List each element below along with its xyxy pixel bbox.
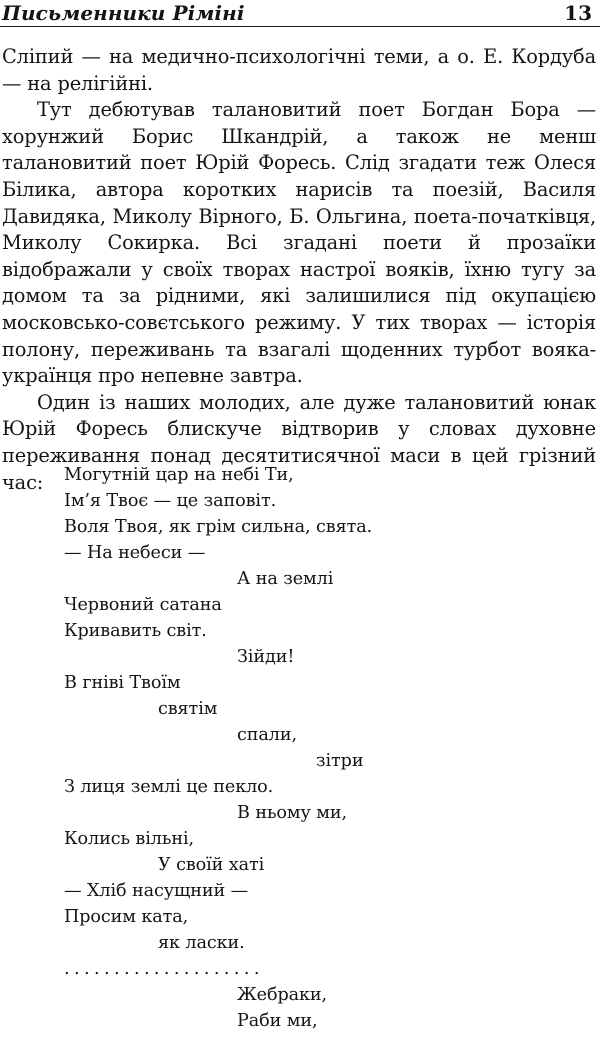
poem-line: Зійди! xyxy=(237,647,295,667)
poem-line: — На небеси — xyxy=(64,543,206,563)
page-number: 13 xyxy=(564,1,592,25)
poem-line: В гніві Твоїм xyxy=(64,673,181,693)
paragraph-1 xyxy=(2,44,596,97)
poem-line: Воля Твоя, як грім сильна, свята. xyxy=(64,517,373,537)
poem-line: Кривавить світ. xyxy=(64,621,207,641)
poem-line: спали, xyxy=(237,725,297,745)
poem-line: А на землі xyxy=(237,569,334,589)
paragraph-3-text: Один із наших молодих, але дуже талановитий юнак Юрій Форесь блискуче відтворив у словах духовне переживання понад десятитисячної маси в цей грізний час: xyxy=(2,390,596,494)
poem-line: Просим ката, xyxy=(64,907,189,927)
poem-line: Раби ми, xyxy=(237,1011,318,1031)
poem-line: З лиця землі це пекло. xyxy=(64,777,274,797)
poem-line: як ласки. xyxy=(158,933,245,953)
poem-line: — Хліб насущний — xyxy=(64,881,249,901)
poem-line: Червоний сатана xyxy=(64,595,222,615)
paragraph-1-text: Сліпий — на медично-психологічні теми, а о. Е. Кордуба — на релігійні. xyxy=(2,45,596,95)
paragraph-2-text: Тут дебютував талановитий поет Богдан Бора — хорунжий Борис Шкандрій, а також не менш талановитий поет Юрій Форесь. Слід згадати теж Олеся Білика, автора коротких нарисів та поезій, Василя Давидяка, Миколу Вірного, Б. Ольгина, поета-початківця, Миколу Сокирка. Всі згадані поети й прозаїки відображали у своїх творах настрої вояків, їхню тугу за домом та за рідними, які залишилися під окупацією московсько-совєтського режиму. У тих творах — історія полону, переживань та взагалі щоденних турбот вояка-українця про непевне завтра. xyxy=(2,98,596,388)
poem-line: святім xyxy=(158,699,218,719)
running-title: Письменники Ріміні xyxy=(2,1,245,25)
paragraph-2 xyxy=(2,97,596,390)
poem-line: Колись вільні, xyxy=(64,829,194,849)
poem-line: Жебраки, xyxy=(237,985,328,1005)
poem-line: зітри xyxy=(316,751,364,771)
poem-line: У своїй хаті xyxy=(158,855,265,875)
running-header xyxy=(0,0,600,27)
body-text xyxy=(2,44,596,496)
poem-line: Могутній цар на небі Ти, xyxy=(64,465,294,485)
poem-ellipsis-line: .................... xyxy=(64,959,264,979)
poem-line: Ім’я Твоє — це заповіт. xyxy=(64,491,277,511)
poem-line: В ньому ми, xyxy=(237,803,347,823)
